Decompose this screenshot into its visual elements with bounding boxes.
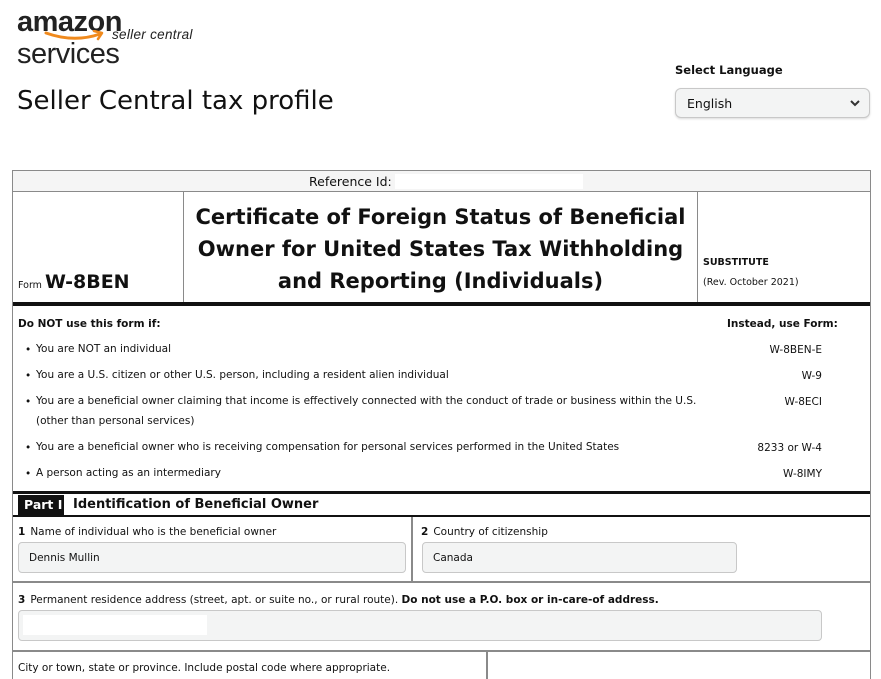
amazon-smile-icon	[44, 30, 106, 42]
page-title: Seller Central tax profile	[17, 86, 334, 116]
field-3-label	[18, 594, 659, 606]
field-divider	[486, 652, 488, 679]
field-3-text: Permanent residence address (street, apt. or suite no., or rural route).	[30, 594, 399, 606]
exclusion-form: W-9	[801, 370, 822, 382]
field-2-label	[421, 526, 548, 538]
part-1-header	[13, 494, 870, 515]
logo-services-text: services	[17, 38, 120, 70]
bullet-icon: •	[25, 370, 32, 382]
do-not-use-title: Do NOT use this form if:	[18, 318, 161, 330]
form-revision-cell	[698, 192, 870, 302]
field-1-label	[18, 526, 276, 538]
exclusion-text: You are NOT an individual	[36, 343, 172, 355]
field-2-number: 2	[421, 526, 429, 538]
exclusion-text: You are a U.S. citizen or other U.S. person, including a resident alien individual	[36, 369, 449, 381]
exclusion-form: W-8IMY	[783, 468, 822, 480]
reference-id-label: Reference Id:	[309, 174, 392, 189]
part-title: Identification of Beneficial Owner	[73, 497, 319, 512]
field-3-number: 3	[18, 594, 26, 606]
part-divider-bottom	[13, 515, 870, 517]
bullet-icon: •	[25, 396, 32, 408]
beneficial-owner-name-input[interactable]	[18, 542, 406, 573]
exclusion-form: 8233 or W-4	[757, 442, 822, 454]
permanent-address-input[interactable]	[18, 610, 822, 641]
field-1-number: 1	[18, 526, 26, 538]
chevron-down-icon	[849, 98, 861, 108]
bullet-icon: •	[25, 468, 32, 480]
beneficial-owner-name-value: Dennis Mullin	[29, 552, 100, 564]
form-title-cell	[184, 192, 698, 302]
exclusion-form: W-8BEN-E	[769, 344, 822, 356]
city-label: City or town, state or province. Include postal code where appropriate.	[18, 662, 391, 674]
exclusion-text: You are a beneficial owner who is receiving compensation for personal services performed in the United States	[36, 441, 620, 453]
field-3-warning: Do not use a P.O. box or in-care-of address.	[401, 594, 659, 606]
logo-seller-central-text: seller central	[112, 27, 193, 42]
bullet-icon: •	[25, 344, 32, 356]
exclusion-text: A person acting as an intermediary	[36, 467, 221, 479]
field-divider	[411, 517, 413, 582]
permanent-address-value	[23, 615, 207, 635]
form-word: Form	[18, 280, 42, 291]
exclusion-text: You are a beneficial owner claiming that income is effectively connected with the conduct of trade or business within the U.S. (other than personal services)	[36, 395, 697, 427]
row-divider	[13, 650, 870, 652]
form-number-cell	[13, 192, 184, 302]
form-number: W-8BEN	[45, 271, 130, 293]
bullet-icon: •	[25, 442, 32, 454]
row-divider	[13, 581, 870, 583]
country-of-citizenship-input[interactable]	[422, 542, 737, 573]
instead-use-title: Instead, use Form:	[727, 318, 838, 330]
w8ben-form	[12, 170, 871, 679]
language-select-value: English	[687, 96, 733, 111]
logo-amazon-text: amazon	[17, 6, 122, 38]
language-label: Select Language	[675, 63, 783, 77]
country-of-citizenship-value: Canada	[433, 552, 473, 564]
field-1-text: Name of individual who is the beneficial owner	[30, 526, 277, 538]
amazon-services-logo	[17, 6, 207, 70]
language-select[interactable]	[675, 88, 870, 118]
revision-label: (Rev. October 2021)	[703, 277, 799, 288]
substitute-label: SUBSTITUTE	[703, 257, 769, 268]
reference-row	[13, 171, 870, 192]
part-badge: Part I	[18, 495, 64, 515]
reference-id-input[interactable]	[395, 174, 583, 189]
do-not-use-section	[13, 306, 870, 491]
exclusion-form: W-8ECI	[784, 396, 822, 408]
form-title: Certificate of Foreign Status of Beneficial Owner for United States Tax Withholding and Reporting (Individuals)	[195, 205, 686, 293]
field-2-text: Country of citizenship	[433, 526, 548, 538]
